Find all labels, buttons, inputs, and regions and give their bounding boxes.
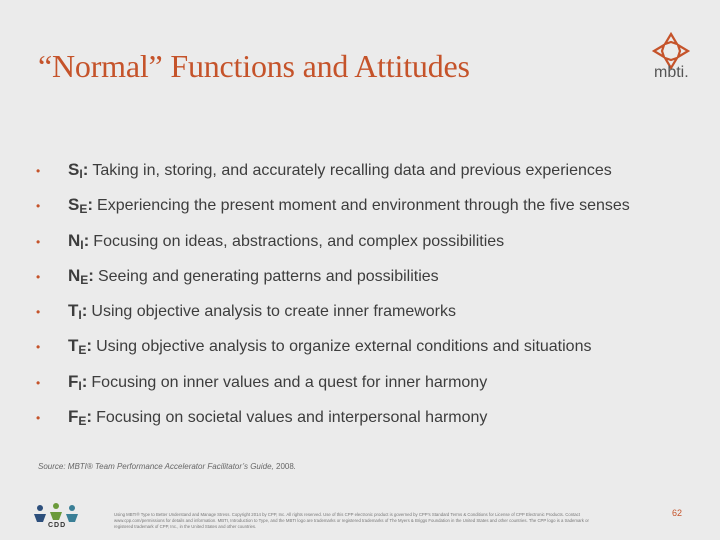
function-term: $N_E$: bbox=[68, 265, 94, 287]
function-term: $F_I$: bbox=[68, 371, 88, 393]
function-term: $S_E$: bbox=[68, 195, 94, 217]
bullet-item bbox=[34, 266, 694, 301]
bullet-list bbox=[34, 160, 694, 442]
bullet-dot: • bbox=[36, 269, 41, 284]
bullet-item bbox=[34, 301, 694, 336]
function-term: $F_E$: bbox=[68, 407, 93, 429]
bullet-dot: • bbox=[36, 199, 41, 214]
function-description: Experiencing the present moment and environment through the five senses bbox=[97, 197, 630, 215]
bullet-item bbox=[34, 195, 694, 230]
function-description: Using objective analysis to create inner frameworks bbox=[91, 303, 457, 321]
bullet-item bbox=[34, 160, 694, 195]
bullet-item bbox=[34, 231, 694, 266]
page-number: 62 bbox=[672, 508, 683, 518]
function-description: Using objective analysis to organize external conditions and situations bbox=[96, 338, 592, 356]
function-term: $T_I$: bbox=[68, 301, 88, 323]
bullet-item bbox=[34, 407, 694, 442]
bullet-dot: • bbox=[36, 164, 41, 178]
function-description: Focusing on societal values and interpersonal harmony bbox=[96, 409, 488, 427]
function-term: $S_I$: bbox=[68, 160, 89, 181]
function-term: $N_I$: bbox=[68, 230, 90, 252]
function-term: $T_E$: bbox=[68, 336, 93, 358]
mbti-logo-text: mbti. bbox=[654, 64, 689, 81]
org-name: CDD bbox=[48, 522, 67, 529]
function-description: Focusing on ideas, abstractions, and complex possibilities bbox=[93, 232, 505, 250]
bullet-dot: • bbox=[36, 375, 41, 390]
source-citation: Source: MBTI® Team Performance Accelerator Facilitator’s Guide, 2008. bbox=[38, 462, 297, 471]
function-description: Seeing and generating patterns and possibilities bbox=[97, 267, 439, 285]
bullet-item bbox=[34, 372, 694, 407]
slide-title: “Normal” Functions and Attitudes bbox=[38, 48, 470, 84]
bullet-dot: • bbox=[36, 305, 41, 320]
bullet-dot: • bbox=[36, 340, 41, 355]
function-description: Focusing on inner values and a quest for inner harmony bbox=[91, 373, 488, 391]
bullet-dot: • bbox=[36, 411, 41, 426]
bullet-dot: • bbox=[36, 234, 41, 249]
function-description: Taking in, storing, and accurately recalling data and previous experiences bbox=[92, 162, 612, 179]
bullet-item bbox=[34, 336, 694, 371]
legal-text: Using MBTI® Type to Better Understand and Manage Stress. Copyright 2014 by CPP, Inc. All rights reserved. Use of this CPP electronic product is governed by CPP’s Standard Terms & Conditions for License of CPP Electronic Products. Contact www.cpp.com/permissions for details and information. MBTI, Introduction to Type, and the MBTI logo are trademarks or registered trademarks of The Myers & Briggs Foundation in the United States and other countries. The CPP logo is a trademark or registered trademark of CPP, Inc., in the United States and other countries. bbox=[114, 512, 589, 529]
